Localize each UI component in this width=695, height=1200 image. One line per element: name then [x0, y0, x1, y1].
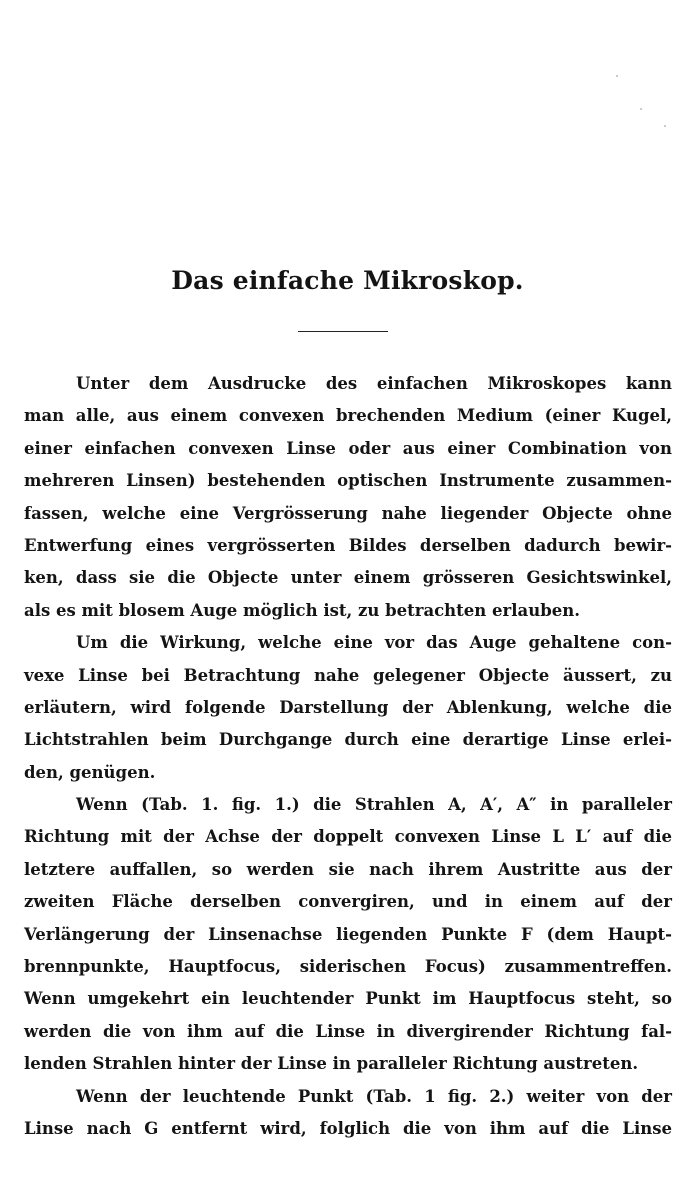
text-line: als es mit blosem Auge möglich ist, zu betrachten erlauben.: [24, 600, 580, 620]
text-line: zweiten Fläche derselben convergiren, und in einem auf der: [24, 892, 672, 912]
text-line: Unter dem Ausdrucke des einfachen Mikroskopes kann: [76, 374, 672, 393]
text-line: Lichtstrahlen beim Durchgange durch eine derartige Linse erlei-: [24, 730, 672, 750]
body-text: [24, 368, 672, 1145]
text-line: Entwerfung eines vergrösserten Bildes derselben dadurch bewir-: [24, 535, 672, 555]
text-line: Verlängerung der Linsenachse liegenden Punkte F (dem Haupt-: [24, 924, 672, 944]
speck-mark: [640, 108, 642, 110]
text-line: Linse nach G entfernt wird, folglich die von ihm auf die Linse: [24, 1118, 672, 1138]
text-line: Wenn (Tab. 1. fig. 1.) die Strahlen A, A′, A″ in paralleler: [76, 795, 672, 815]
text-line: werden die von ihm auf die Linse in divergirender Richtung fal-: [24, 1021, 672, 1041]
text-line: brennpunkte, Hauptfocus, siderischen Focus) zusammentreffen.: [24, 957, 672, 977]
text-line: fassen, welche eine Vergrösserung nahe liegender Objecte ohne: [24, 503, 672, 523]
text-line: Wenn umgekehrt ein leuchtender Punkt im Hauptfocus steht, so: [24, 989, 672, 1009]
text-line: Wenn der leuchtende Punkt (Tab. 1 fig. 2.) weiter von der: [76, 1086, 672, 1106]
speck-mark: [664, 125, 666, 127]
text-line: letztere auffallen, so werden sie nach ihrem Austritte aus der: [24, 859, 672, 879]
text-line: mehreren Linsen) bestehenden optischen Instrumente zusammen-: [24, 471, 672, 491]
text-line: ken, dass sie die Objecte unter einem grösseren Gesichtswinkel,: [24, 568, 672, 588]
text-line: Um die Wirkung, welche eine vor das Auge gehaltene con-: [76, 633, 672, 653]
chapter-title: Das einfache Mikroskop.: [171, 266, 524, 295]
title-divider: [298, 331, 388, 332]
text-line: erläutern, wird folgende Darstellung der Ablenkung, welche die: [24, 697, 672, 717]
text-line: einer einfachen convexen Linse oder aus einer Combination von: [24, 438, 672, 458]
text-line: vexe Linse bei Betrachtung nahe gelegener Objecte äussert, zu: [24, 665, 672, 685]
text-line: Richtung mit der Achse der doppelt convexen Linse L L′ auf die: [24, 827, 672, 847]
text-line: man alle, aus einem convexen brechenden Medium (einer Kugel,: [24, 406, 672, 426]
text-line: den, genügen.: [24, 762, 156, 782]
speck-mark: [616, 75, 618, 77]
text-line: lenden Strahlen hinter der Linse in paralleler Richtung austreten.: [24, 1054, 639, 1074]
